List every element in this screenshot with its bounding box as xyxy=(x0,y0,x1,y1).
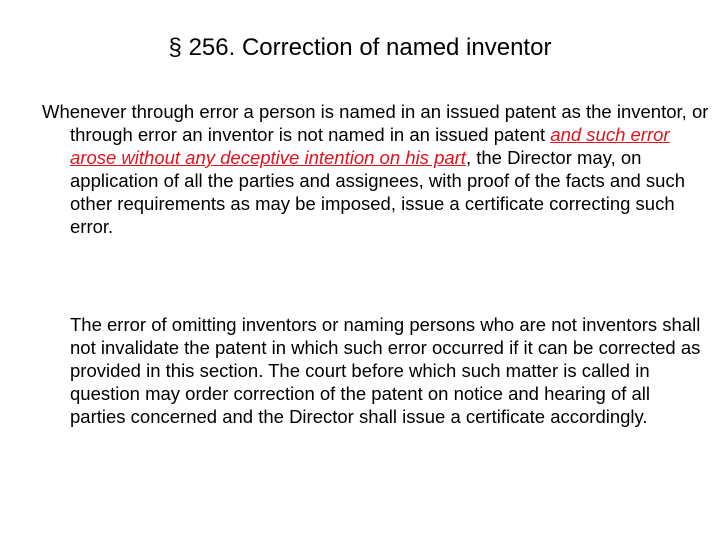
paragraph-1-text-after: , the Director may, on application of all the parties and assignees, with proof of the facts and such other requirements as may be imposed, issue a certificate correcting such error. xyxy=(70,147,685,237)
slide-title: § 256. Correction of named inventor xyxy=(168,34,552,61)
paragraph-1-text-before: Whenever through error a person is named in an issued patent as the inventor, or through error an inventor is not named in an issued patent xyxy=(42,101,709,145)
paragraph-1 xyxy=(42,100,710,238)
paragraph-2: The error of omitting inventors or naming persons who are not inventors shall not invalidate the patent in which such error occurred if it can be corrected as provided in this section. The court before which such matter is called in question may order correction of the patent on notice and hearing of all parties concerned and the Director shall issue a certificate accordingly. xyxy=(70,314,701,427)
paragraph-1-emphasis: and such error arose without any deceptive intention on his part xyxy=(70,124,670,168)
